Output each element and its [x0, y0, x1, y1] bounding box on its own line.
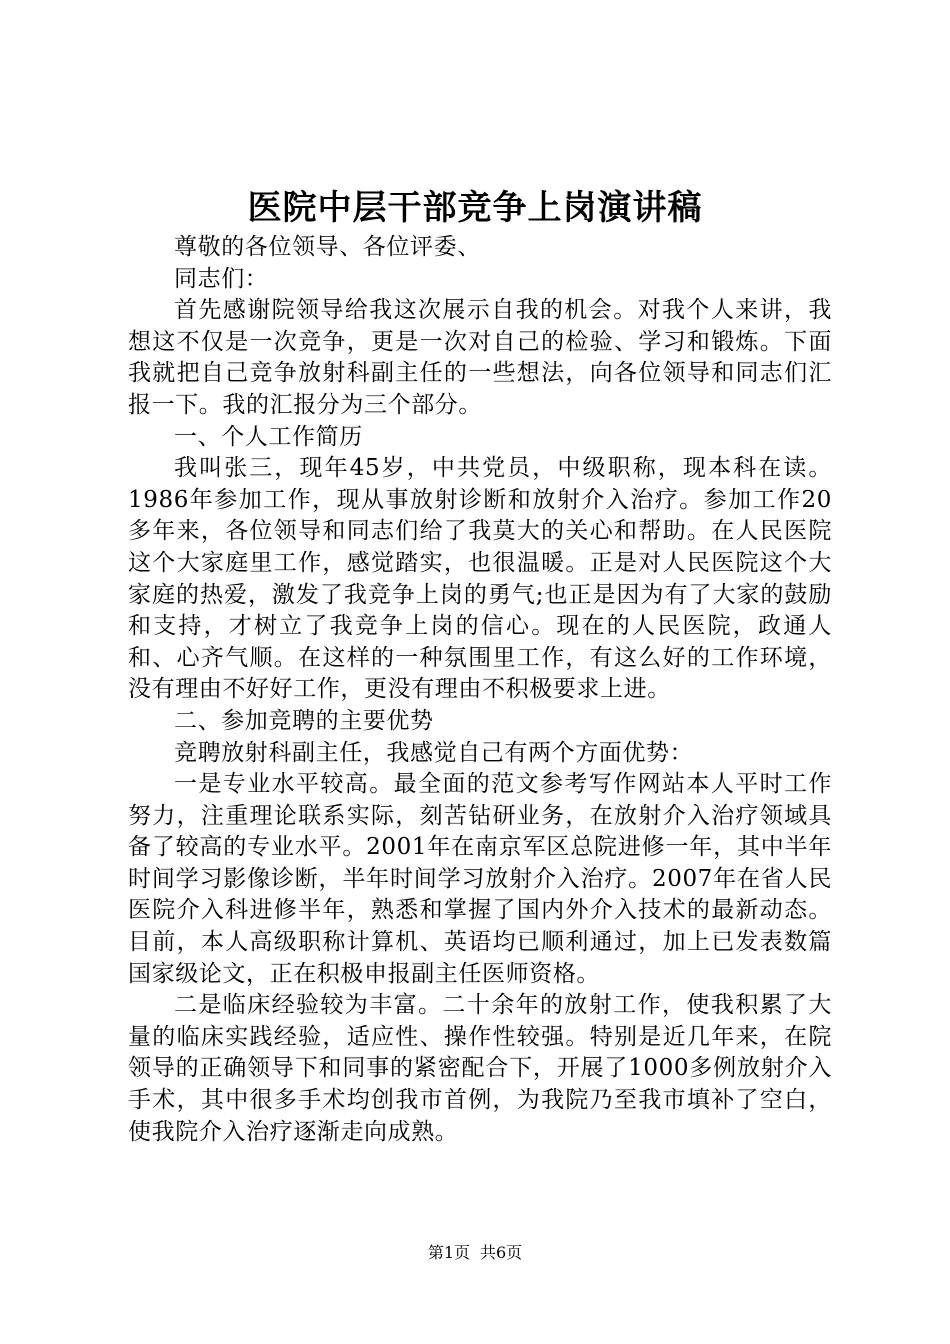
document-body [128, 232, 832, 1148]
advantage-paragraph-1: 一是专业水平较高。最全面的范文参考写作网站本人平时工作努力，注重理论联系实际，刻苦钻研业务，在放射介入治疗领域具备了较高的专业水平。2001年在南京军区总院进修一年，其中半年时间学习影像诊断，半年时间学习放射介入治疗。2007年在省人民医院介入科进修半年，熟悉和掌握了国内外介入技术的最新动态。目前，本人高级职称计算机、英语均已顺利通过，加上已发表数篇国家级论文，正在积极申报副主任医师资格。 [128, 771, 832, 987]
page-total: 共6页 [480, 1243, 523, 1262]
page-number: 第1页 [427, 1243, 470, 1262]
advantage-paragraph-2: 二是临床经验较为丰富。二十余年的放射工作，使我积累了大量的临床实践经验，适应性、操作性较强。特别是近几年来，在院领导的正确领导下和同事的紧密配合下，开展了1000多例放射介入手术，其中很多手术均创我市首例，为我院乃至我市填补了空白，使我院介入治疗逐渐走向成熟。 [128, 992, 832, 1145]
advantages-intro: 竞聘放射科副主任，我感觉自己有两个方面优势： [174, 739, 694, 766]
section-heading-1: 一、个人工作简历 [174, 423, 363, 450]
salutation-line-1: 尊敬的各位领导、各位评委、 [174, 234, 481, 260]
salutation-line-2: 同志们： [174, 265, 269, 292]
page-footer [0, 1242, 950, 1264]
resume-paragraph: 我叫张三，现年45岁，中共党员，中级职称，现本科在读。1986年参加工作，现从事放射诊断和放射介入治疗。参加工作20多年来，各位领导和同志们给了我莫大的关心和帮助。在人民医院这个大家庭里工作，感觉踏实，也很温暖。正是对人民医院这个大家庭的热爱，激发了我竞争上岗的勇气;也正是因为有了大家的鼓励和支持，才树立了我竞争上岗的信心。现在的人民医院，政通人和、心齐气顺。在这样的一种氛围里工作，有这么好的工作环境，没有理由不好好工作，更没有理由不积极要求上进。 [128, 455, 832, 703]
section-heading-2: 二、参加竞聘的主要优势 [174, 707, 434, 734]
intro-paragraph: 首先感谢院领导给我这次展示自我的机会。对我个人来讲，我想这不仅是一次竞争，更是一次对自己的检验、学习和锻炼。下面我就把自己竞争放射科副主任的一些想法，向各位领导和同志们汇报一下。我的汇报分为三个部分。 [128, 297, 832, 418]
document-title: 医院中层干部竞争上岗演讲稿 [247, 188, 703, 228]
